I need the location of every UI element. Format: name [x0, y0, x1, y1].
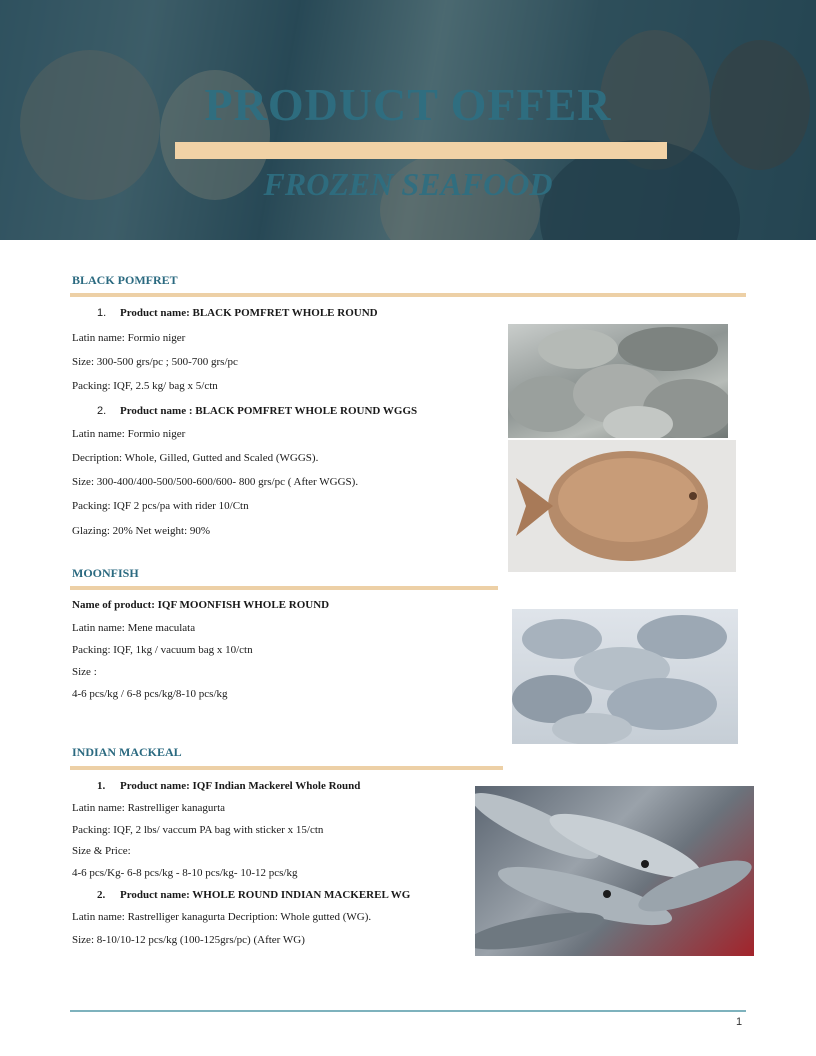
latin-name: Latin name: Rastrelliger kanagurta Decription: Whole gutted (WG). [72, 911, 372, 923]
size-line: Size: 300-400/400-500/500-600/600- 800 grs/pc ( After WGGS). [72, 476, 359, 488]
section-rule [70, 586, 498, 590]
size-line: Size: 300-500 grs/pc ; 500-700 grs/pc [72, 356, 238, 368]
size-price-label: Size & Price: [72, 845, 131, 857]
pomfret-photo-art [508, 324, 728, 438]
packing-line: Packing: IQF, 2 lbs/ vaccum PA bag with sticker x 15/ctn [72, 824, 324, 836]
list-number: 2. [97, 889, 106, 901]
banner-accent-bar [175, 142, 667, 159]
moonfish-photo [512, 609, 738, 744]
mackerel-art [475, 786, 754, 956]
product-name: Name of product: IQF MOONFISH WHOLE ROUND [72, 599, 330, 611]
pomfret-fish-art [508, 440, 736, 572]
glazing-line: Glazing: 20% Net weight: 90% [72, 525, 211, 537]
banner-subtitle: FROZEN SEAFOOD [263, 166, 553, 202]
product-name: Product name: BLACK POMFRET WHOLE ROUND [120, 307, 378, 319]
mackerel-photo [475, 786, 754, 956]
moonfish-art [512, 609, 738, 744]
list-number: 2. [97, 405, 107, 417]
size-line: 4-6 pcs/Kg- 6-8 pcs/kg - 8-10 pcs/kg- 10-12 pcs/kg [72, 867, 298, 879]
header-banner [0, 0, 816, 240]
section-rule [70, 766, 503, 770]
description-line: Decription: Whole, Gilled, Gutted and Scaled (WGGS). [72, 452, 319, 464]
latin-name: Latin name: Formio niger [72, 332, 186, 344]
packing-line: Packing: IQF, 2.5 kg/ bag x 5/ctn [72, 380, 218, 392]
latin-name: Latin name: Mene maculata [72, 622, 196, 634]
latin-name: Latin name: Rastrelliger kanagurta [72, 802, 226, 814]
packing-line: Packing: IQF, 1kg / vacuum bag x 10/ctn [72, 644, 253, 656]
pomfret-whole-round-photo [508, 324, 728, 438]
pomfret-wggs-photo [508, 440, 736, 572]
banner-title: PRODUCT OFFER [204, 79, 612, 130]
latin-name: Latin name: Formio niger [72, 428, 186, 440]
list-number: 1. [97, 780, 106, 792]
size-line: 4-6 pcs/kg / 6-8 pcs/kg/8-10 pcs/kg [72, 688, 228, 700]
size-label: Size : [72, 666, 97, 678]
section-title-moonfish: MOONFISH [72, 566, 139, 580]
product-name: Product name : BLACK POMFRET WHOLE ROUND WGGS [120, 405, 418, 417]
product-name: Product name: IQF Indian Mackerel Whole Round [120, 780, 361, 792]
section-title-mackerel: INDIAN MACKEAL [72, 745, 182, 759]
packing-line: Packing: IQF 2 pcs/pa with rider 10/Ctn [72, 500, 249, 512]
section-rule [70, 293, 746, 297]
footer-rule [70, 1010, 746, 1012]
page-number: 1 [736, 1016, 743, 1028]
product-name: Product name: WHOLE ROUND INDIAN MACKEREL WG [120, 889, 411, 901]
list-number: 1. [97, 307, 107, 319]
size-line: Size: 8-10/10-12 pcs/kg (100-125grs/pc) (After WG) [72, 934, 305, 946]
section-title-pomfret: BLACK POMFRET [72, 273, 178, 287]
